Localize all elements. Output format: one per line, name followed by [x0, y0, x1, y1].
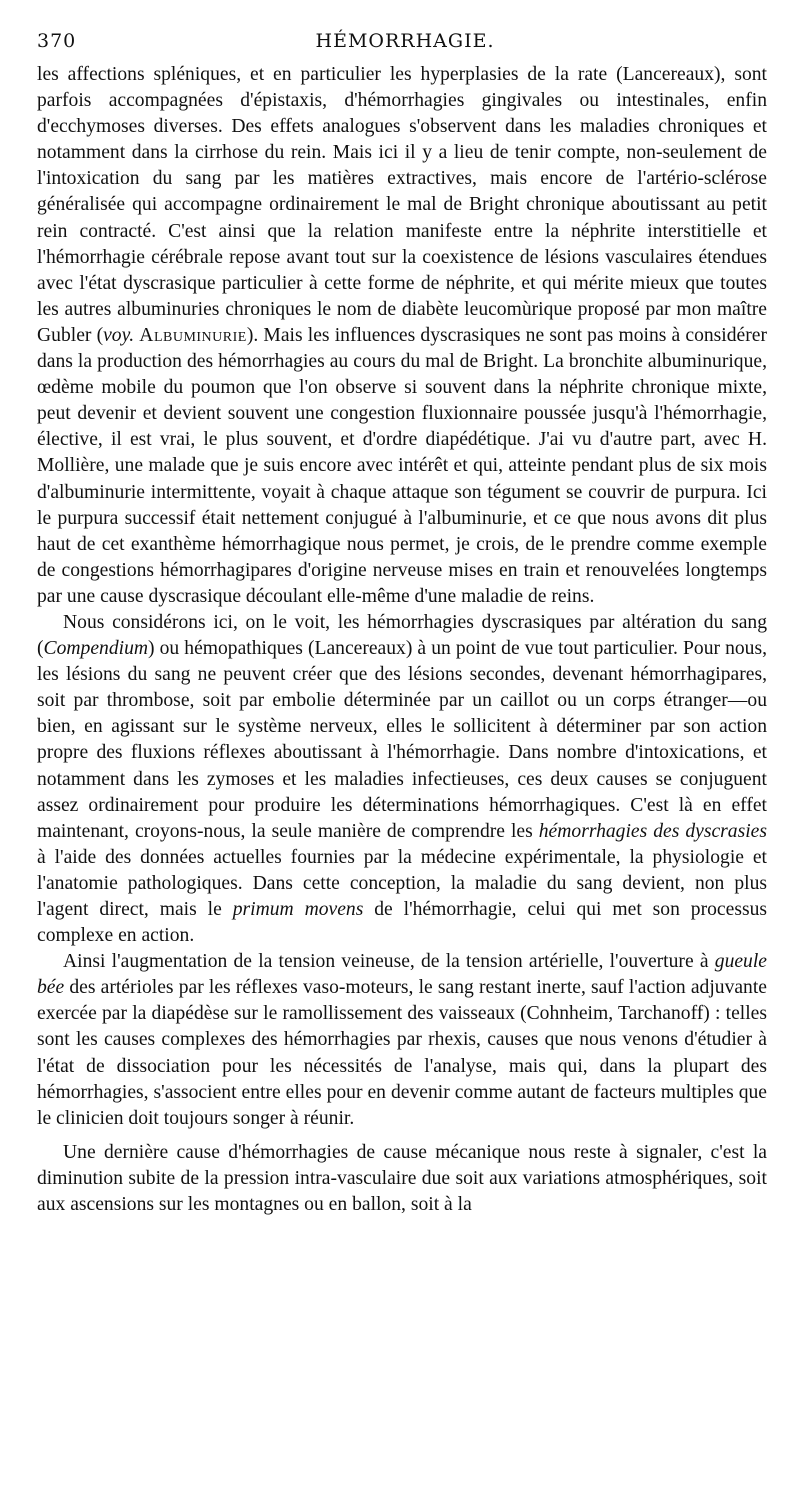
paragraph-1-voy: voy. — [103, 324, 135, 346]
paragraph-2-text-b: ) ou hémopathiques (Lancereaux) à un point de vue tout particulier. Pour nous, les lésions du sang ne peuvent créer que des lésions secondes, devenant hémorrhagipares, soit par thrombose, soit par embolie déterminée par un caillot ou un corps étranger—ou bien, en agissant sur le système nerveux, elles le sollicitent à déterminer par son action propre des fluxions réflexes aboutissant à l'hémorrhagie. Dans nombre d'intoxications, et notamment dans les zymoses et les maladies infectieuses, ces deux causes se conjuguent assez ordinairement pour produire les déterminations hémorrhagiques. C'est là en effet maintenant, croyons-nous, la seule manière de comprendre les — [37, 638, 767, 842]
running-title: HÉMORRHAGIE. — [315, 30, 495, 52]
paragraph-2-text-d: de l'hémorrhagie, celui qui met son processus complexe en action. — [37, 899, 767, 947]
page-number: 370 — [37, 30, 77, 52]
running-header — [37, 30, 773, 58]
paragraph-1-crossref: Albuminurie — [139, 324, 247, 346]
paragraph-4-text-a: Une dernière cause d'hémorrhagies de cause mécanique nous reste à signaler, c'est la diminution subite de la pression intra-vasculaire due soit aux variations atmosphériques, soit aux ascensions sur les montagnes ou en ballon, soit à la — [37, 1141, 767, 1216]
paragraph-2 — [37, 610, 767, 949]
paragraph-3-text-a: Ainsi l'augmentation de la tension veineuse, de la tension artérielle, l'ouverture à — [63, 951, 715, 973]
paragraph-1 — [37, 62, 767, 610]
paragraph-1-text-b: ). Mais les influences dyscrasiques ne sont pas moins à considérer dans la production des hémorrhagies au cours du mal de Bright. La bronchite albuminurique, œdème mobile du poumon que l'on observe si souvent dans la néphrite chronique mixte, peut devenir et devient souvent une congestion fluxionnaire poussée jusqu'à l'hémorrhagie, élective, il est vrai, le plus souvent, et d'ordre diapédétique. J'ai vu d'autre part, avec H. Mollière, une malade que je suis encore avec intérêt et qui, atteinte pendant plus de six mois d'albuminurie intermittente, voyait à chaque attaque son tégument se couvrir de purpura. Ici le purpura successif était nettement conjugué à l'albuminurie, et ce que nous avons dit plus haut de cet exanthème hémorrhagique nous permet, je crois, de le prendre comme exemple de congestions hémorrhagipares d'origine nerveuse mises en train et renouvelées longtemps par une cause dyscrasique découlant elle-même d'une maladie de reins. — [37, 324, 767, 607]
paragraph-4 — [37, 1140, 767, 1218]
paragraph-3 — [37, 949, 767, 1132]
paragraph-1-text-a: les affections spléniques, et en particulier les hyperplasies de la rate (Lancereaux), sont parfois accompagnées d'épistaxis, d'hémorrhagies gingivales ou intestinales, enfin d'ecchymoses diverses. Des effets analogues s'observent dans les maladies chroniques et notamment dans la cirrhose du rein. Mais ici il y a lieu de tenir compte, non-seulement de l'intoxication du sang par les matières extractives, mais encore de l'artério-sclérose généralisée qui accompagne ordinairement le mal de Bright chronique aboutissant au petit rein contracté. C'est ainsi que la relation manifeste entre la néphrite interstitielle et l'hémorrhagie cérébrale repose avant tout sur la coexistence de lésions vasculaires étendues avec l'état dyscrasique particulier à cette forme de néphrite, et qui mérite mieux que toutes les autres albuminuries chroniques le nom de diabète leucomùrique proposé par mon maître Gubler ( — [37, 64, 767, 346]
paragraph-2-text-a: Nous considérons ici, on le voit, les hémorrhagies dyscrasiques par altération du sang ( — [37, 611, 767, 660]
paragraph-2-text-c: à l'aide des données actuelles fournies par la médecine expérimentale, la physiologie et l'anatomie pathologiques. Dans cette conception, la maladie du sang devient, non plus l'agent direct, mais le — [37, 846, 767, 920]
paragraph-3-italic-a: gueule bée — [37, 951, 767, 999]
body-text — [37, 62, 767, 1218]
paragraph-2-italic-a: Compendium — [43, 638, 149, 660]
paragraph-2-italic-c: primum movens — [232, 899, 364, 920]
paragraph-3-text-b: des artérioles par les réflexes vaso-moteurs, le sang restant inerte, sauf l'action adjuvante exercée par la diapédèse sur le ramollissement des vaisseaux (Cohnheim, Tarchanoff) : telles sont les causes complexes des hémorrhagies par rhexis, causes que nous venons d'étudier à l'état de dissociation pour les nécessités de l'analyse, mais qui, dans la plupart des hémorrhagies, s'associent entre elles pour en devenir comme autant de facteurs multiples que le clinicien doit toujours songer à réunir. — [37, 977, 767, 1129]
paragraph-2-italic-b: hémorrhagies des dyscrasies — [538, 820, 767, 842]
